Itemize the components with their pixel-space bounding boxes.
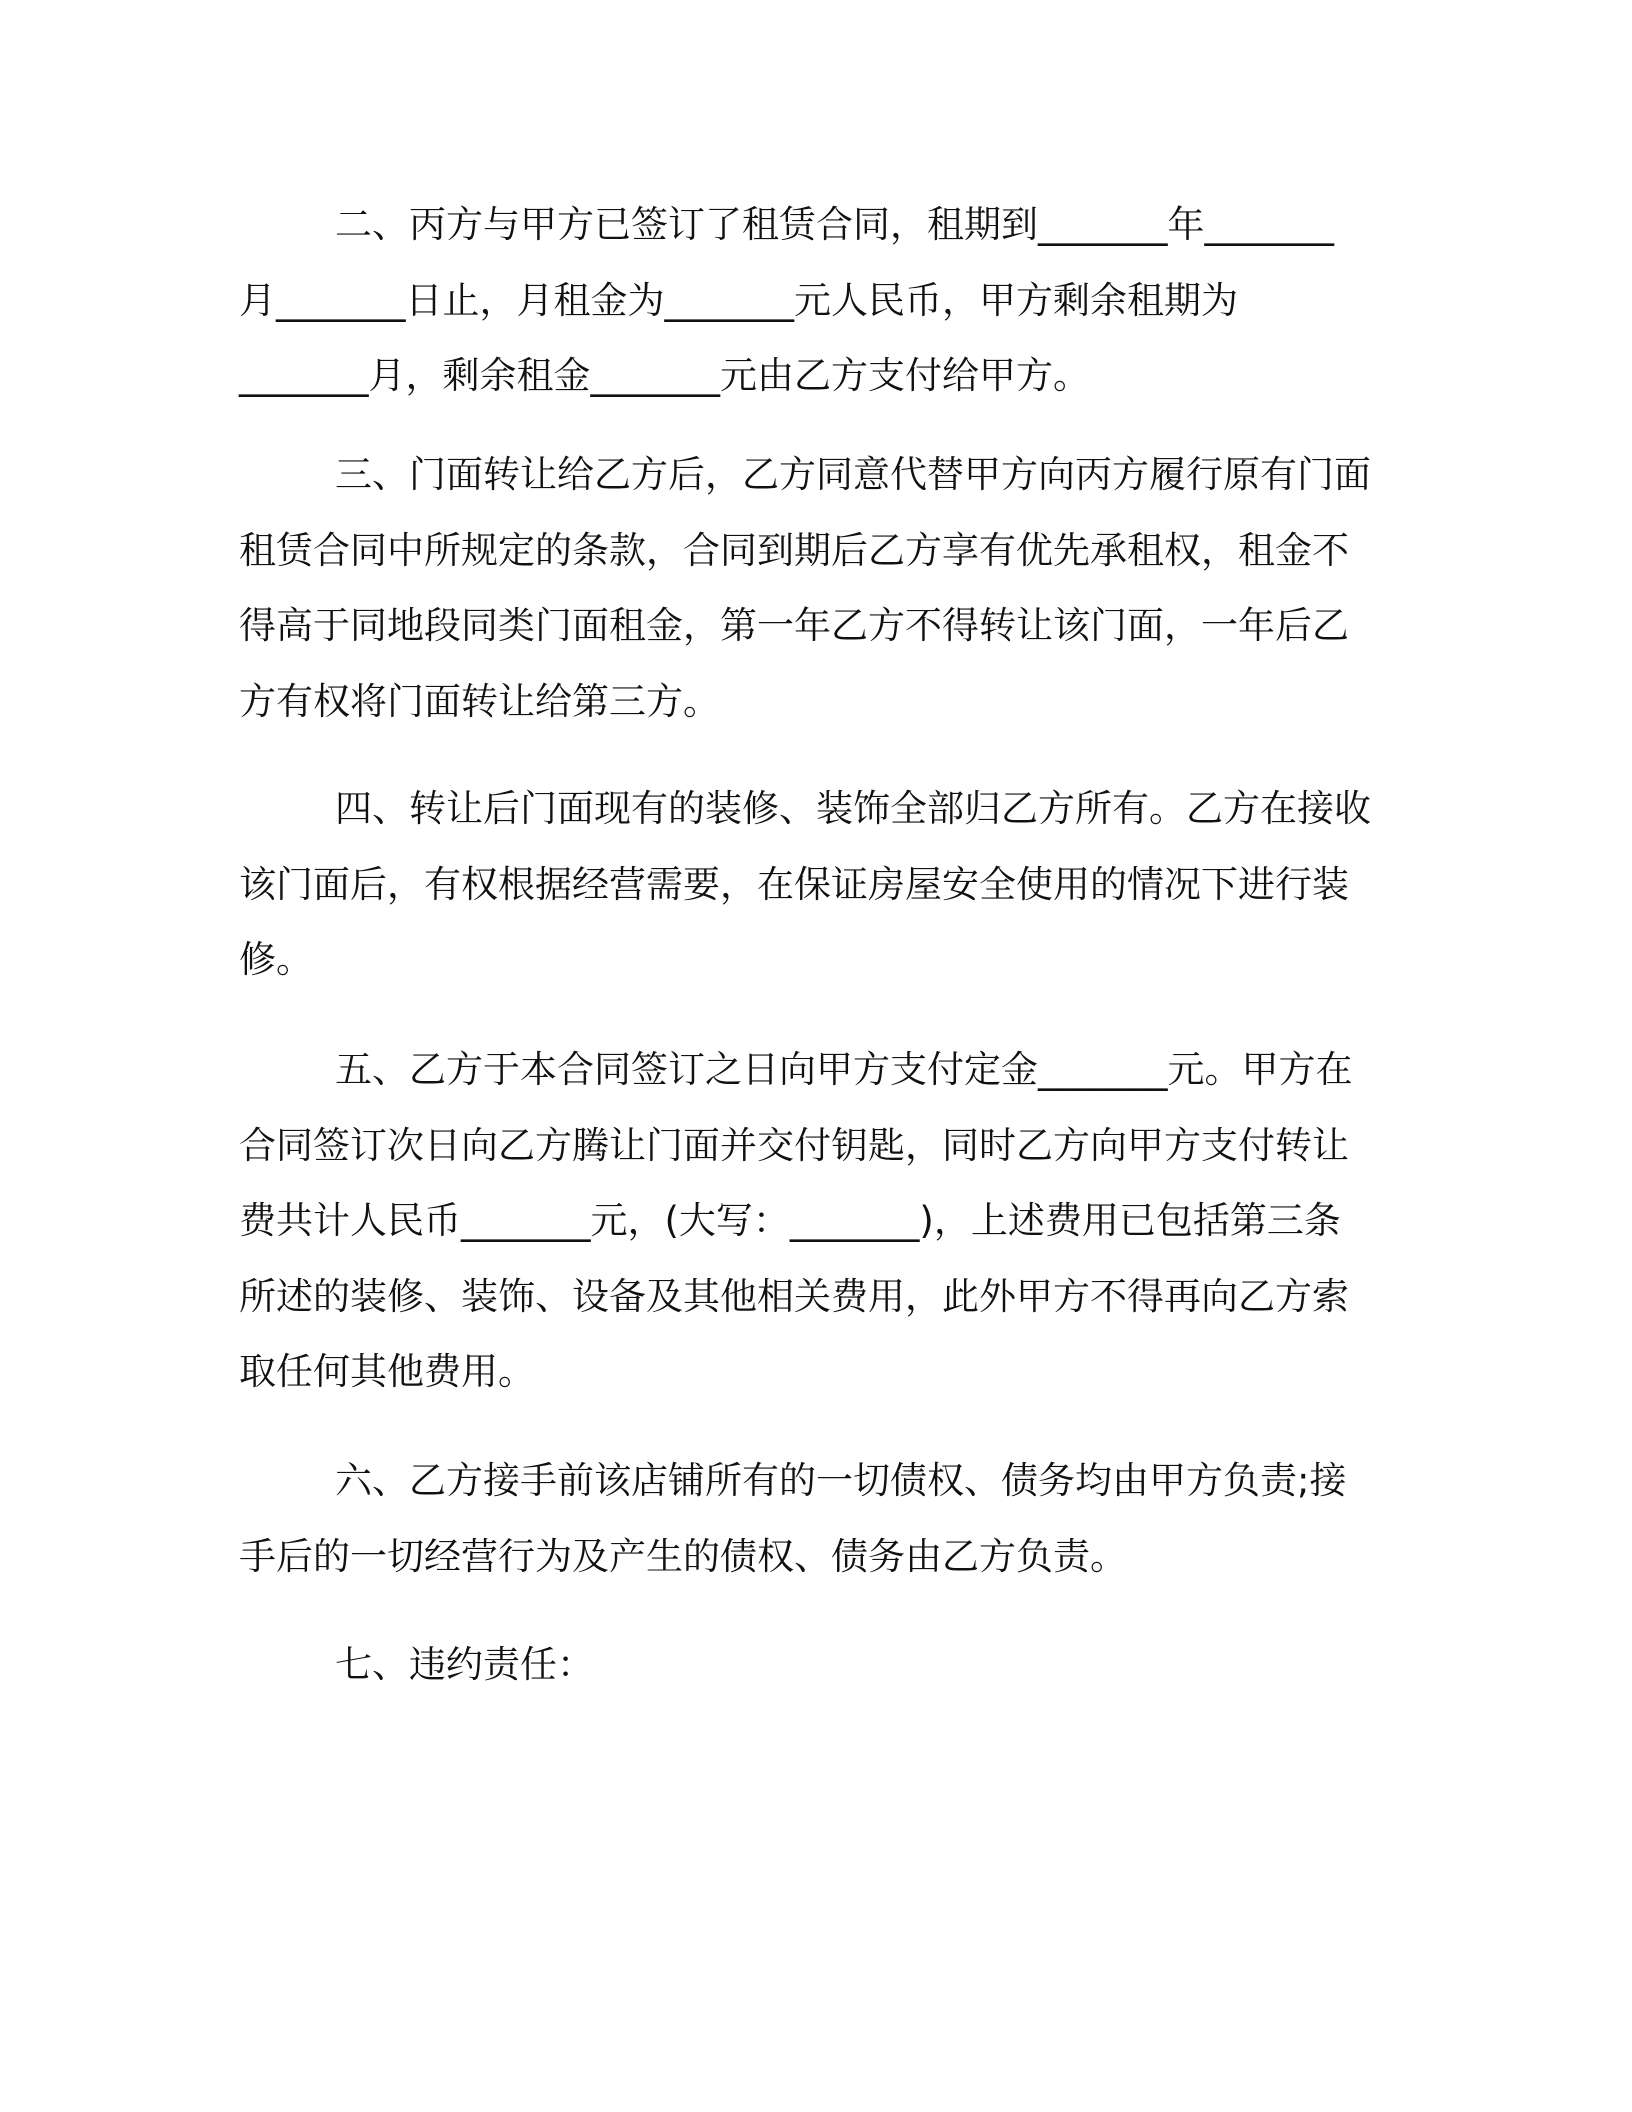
clause-4-line-1: 四、转让后门面现有的装修、装饰全部归乙方所有。乙方在接收 [335,787,1371,830]
clause-5-line-5: 取任何其他费用。 [239,1350,535,1393]
clause-2-line-3: _______月，剩余租金_______元由乙方支付给甲方。 [239,354,1090,397]
clause-7-heading: 七、违约责任： [335,1643,594,1686]
clause-4-line-3: 修。 [239,938,313,981]
clause-5-paragraph [239,1032,1399,1410]
clause-3-paragraph [239,437,1399,739]
clause-6-paragraph [239,1443,1399,1594]
clause-2-line-2: 月_______日止，月租金为_______元人民币，甲方剩余租期为 [239,278,1238,322]
clause-2-line-1: 二、丙方与甲方已签订了租赁合同，租期到_______年_______ [335,203,1334,246]
clause-5-line-4: 所述的装修、装饰、设备及其他相关费用，此外甲方不得再向乙方索 [239,1274,1349,1318]
clause-2-paragraph [239,187,1399,414]
clause-6-line-2: 手后的一切经营行为及产生的债权、债务由乙方负责。 [239,1534,1127,1578]
clause-4-paragraph [239,771,1399,998]
clause-3-line-2: 租赁合同中所规定的条款，合同到期后乙方享有优先承租权，租金不 [239,528,1349,572]
clause-5-line-3: 费共计人民币_______元，(大写：_______)，上述费用已包括第三条 [239,1199,1341,1242]
clause-6-line-1: 六、乙方接手前该店铺所有的一切债权、债务均由甲方负责;接 [335,1459,1347,1502]
clause-5-line-1: 五、乙方于本合同签订之日向甲方支付定金_______元。甲方在 [335,1048,1353,1091]
clause-4-line-2: 该门面后，有权根据经营需要，在保证房屋安全使用的情况下进行装 [239,862,1349,906]
clause-7-paragraph [239,1627,1399,1703]
clause-3-line-1: 三、门面转让给乙方后，乙方同意代替甲方向丙方履行原有门面 [335,453,1371,496]
clause-3-line-4: 方有权将门面转让给第三方。 [239,679,720,723]
clause-5-line-2: 合同签订次日向乙方腾让门面并交付钥匙，同时乙方向甲方支付转让 [239,1123,1349,1167]
clause-3-line-3: 得高于同地段同类门面租金，第一年乙方不得转让该门面，一年后乙 [239,604,1349,647]
